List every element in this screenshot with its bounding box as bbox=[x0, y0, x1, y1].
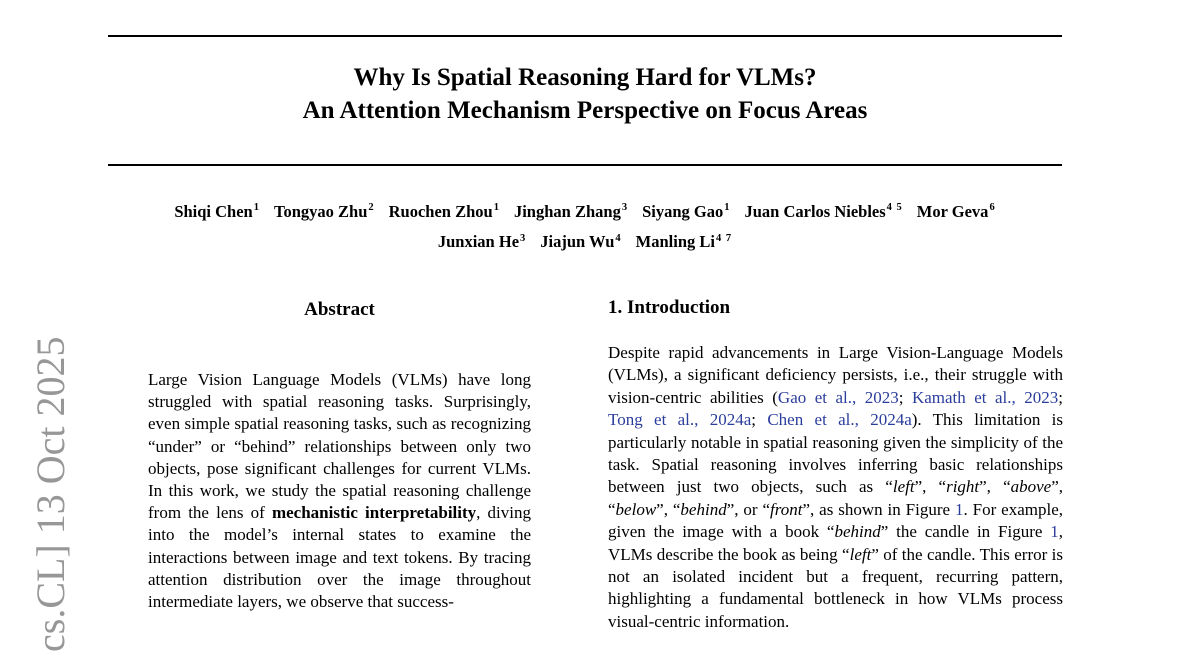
author-name: Mor Geva$^6$ bbox=[916, 201, 996, 221]
header-rule-top bbox=[108, 35, 1062, 37]
body-text: ” of the candle. This error is not an isolated incident but a frequent, recurring pattern, highlighting a fundamental bottleneck in how VLMs process visual-centric information. bbox=[608, 544, 1063, 631]
body-text: ; bbox=[898, 387, 912, 407]
author-name: Tongyao Zhu$^2$ bbox=[273, 201, 375, 221]
figure-ref-link[interactable]: 1 bbox=[954, 499, 964, 519]
italic-text: left bbox=[892, 477, 915, 497]
citation-link[interactable]: Chen et al., 2024a bbox=[767, 410, 912, 430]
body-text: Despite rapid advancements in Large Vision-Language Models (VLMs), a significant deficiency persists, i.e., their struggle with vision-centric abilities ( bbox=[608, 343, 1063, 407]
figure-ref-link[interactable]: 1 bbox=[1050, 522, 1059, 542]
author-affiliation-sup: 1 bbox=[253, 202, 260, 213]
author-affiliation-sup: 1 bbox=[493, 202, 500, 213]
author-affiliation-sup: 4 5 bbox=[886, 202, 903, 213]
body-text: ”, “ bbox=[608, 477, 1064, 519]
author-affiliation-sup: 3 bbox=[520, 232, 527, 244]
citation-link[interactable]: Kamath et al., 2023 bbox=[911, 387, 1059, 407]
author-name: Juan Carlos Niebles$^{4 5}$ bbox=[744, 201, 903, 221]
author-affiliation-sup: 4 bbox=[615, 232, 622, 244]
arxiv-watermark: cs.CL] 13 Oct 2025 bbox=[28, 336, 73, 652]
introduction-text bbox=[608, 342, 1063, 633]
body-text: ”, “ bbox=[656, 499, 681, 519]
introduction-heading: 1. Introduction bbox=[608, 297, 731, 318]
author-name: Ruochen Zhou$^1$ bbox=[388, 201, 500, 221]
author-name: Shiqi Chen$^1$ bbox=[174, 201, 260, 221]
body-text: , VLMs describe the book as being “ bbox=[608, 522, 1064, 564]
authors-line-2 bbox=[88, 225, 1082, 256]
paper-title bbox=[108, 61, 1062, 127]
bold-text: mechanistic interpretability bbox=[271, 503, 477, 523]
body-text: , diving into the model’s internal states to examine the interactions between image and text tokens. By tracing attention distribution over the image throughout intermediate layers, we observe that success- bbox=[148, 503, 532, 612]
italic-text: front bbox=[770, 499, 803, 519]
title-rule-bottom bbox=[108, 164, 1062, 166]
italic-text: below bbox=[615, 499, 657, 519]
italic-text: above bbox=[1010, 477, 1052, 497]
author-affiliation-sup: 6 bbox=[989, 202, 996, 213]
abstract-heading: Abstract bbox=[304, 299, 375, 320]
paper-title-line1: Why Is Spatial Reasoning Hard for VLMs? bbox=[353, 64, 817, 91]
body-text: ”, or “ bbox=[726, 499, 771, 519]
body-text: . For example, given the image with a book “ bbox=[608, 499, 1064, 542]
citation-link[interactable]: Tong et al., 2024a bbox=[608, 410, 752, 430]
author-affiliation-sup: 1 bbox=[724, 202, 731, 213]
italic-text: left bbox=[849, 544, 872, 564]
author-block bbox=[88, 194, 1082, 255]
body-text: ; bbox=[751, 410, 768, 430]
abstract-text bbox=[148, 369, 531, 613]
paper-title-line2: An Attention Mechanism Perspective on Focus Areas bbox=[302, 97, 868, 124]
citation-link[interactable]: Gao et al., 2023 bbox=[777, 387, 899, 407]
author-affiliation-sup: 4 7 bbox=[715, 232, 733, 244]
author-name: Junxian He$^3$ bbox=[437, 232, 527, 251]
author-affiliation-sup: 3 bbox=[621, 202, 629, 213]
body-text: ”, as shown in Figure bbox=[802, 499, 955, 519]
author-name: Jiajun Wu$^4$ bbox=[540, 232, 622, 251]
body-text: ). This limitation is particularly notable in spatial reasoning given the simplicity of the task. Spatial reasoning involves inferring basic relationships between just two objects, such as “ bbox=[608, 410, 1063, 497]
author-name: Manling $Li^{4 7}$ bbox=[635, 232, 733, 251]
body-text: ; bbox=[1058, 387, 1063, 407]
italic-text: behind bbox=[834, 522, 881, 542]
body-text: Large Vision Language Models (VLMs) have long struggled with spatial reasoning tasks. Surprisingly, even simple spatial reasoning tasks, such as recognizing “under” or “behind” relationships between only two objects, pose significant challenges for current VLMs. In this work, we study the spatial reasoning challenge from the lens of bbox=[148, 370, 531, 523]
body-text: ” the candle in Figure bbox=[880, 522, 1051, 542]
authors-line-1 bbox=[88, 194, 1082, 225]
italic-text: right bbox=[946, 477, 980, 497]
body-text: ”, “ bbox=[914, 477, 947, 497]
body-text: ”, “ bbox=[979, 477, 1011, 497]
italic-text: behind bbox=[680, 499, 727, 519]
author-name: Jinghan Zhang$^3$ bbox=[513, 201, 629, 221]
author-affiliation-sup: 2 bbox=[368, 202, 375, 213]
author-name: Siyang Gao$^1$ bbox=[642, 201, 731, 221]
